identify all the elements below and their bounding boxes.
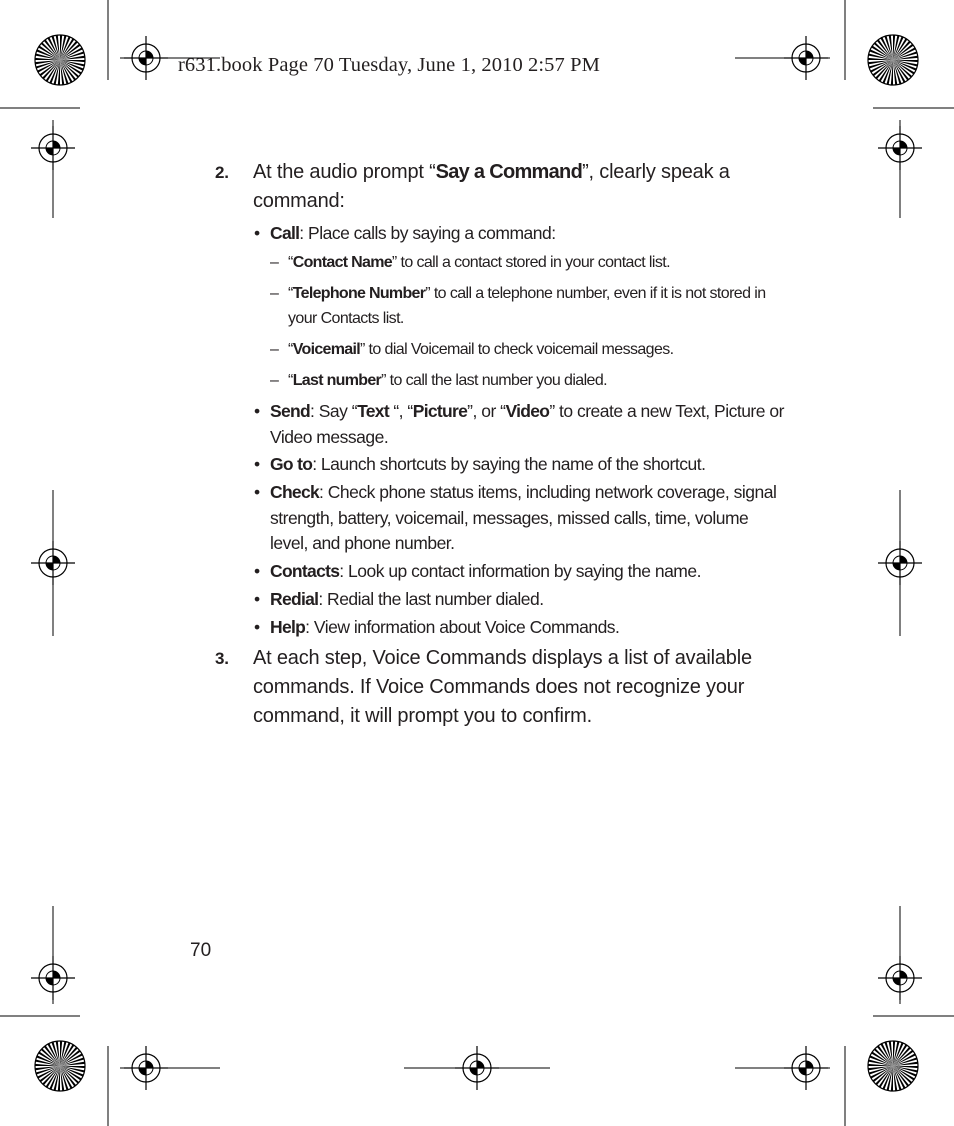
step-2: 2. At the audio prompt “Say a Command”, clearly speak a command: [253, 158, 793, 216]
dash-item-voicemail: – “Voicemail” to dial Voicemail to check voicemail messages. [270, 341, 674, 358]
step-number: 2. [215, 163, 229, 182]
bullet-call: • Call: Place calls by saying a command: [254, 223, 556, 243]
dash-item-telephone-number: – “Telephone Number” to call a telephone number, even if it is not stored in your Contacts list. [270, 285, 766, 327]
step-number: 3. [215, 649, 229, 668]
bullet-go-to: • Go to: Launch shortcuts by saying the name of the shortcut. [254, 454, 706, 474]
bullet-check: • Check: Check phone status items, including network coverage, signal strength, battery, voicemail, messages, missed calls, time, volume level, and phone number. [254, 482, 777, 553]
bullet-redial: • Redial: Redial the last number dialed. [254, 589, 544, 609]
page-number: 70 [190, 940, 212, 961]
bullet-help: • Help: View information about Voice Commands. [254, 617, 620, 637]
book-header-slug: r631.book Page 70 Tuesday, June 1, 2010 2:57 PM [178, 54, 600, 76]
dash-item-contact-name: – “Contact Name” to call a contact stored in your contact list. [270, 254, 670, 271]
step-3: 3. At each step, Voice Commands displays a list of available commands. If Voice Commands does not recognize your command, it will prompt you to confirm. [253, 644, 793, 731]
bullet-send: • Send: Say “Text “, “Picture”, or “Video” to create a new Text, Picture or Video message. [254, 401, 784, 447]
dash-item-last-number: – “Last number” to call the last number you dialed. [270, 372, 607, 389]
bullet-contacts: • Contacts: Look up contact information by saying the name. [254, 561, 701, 581]
